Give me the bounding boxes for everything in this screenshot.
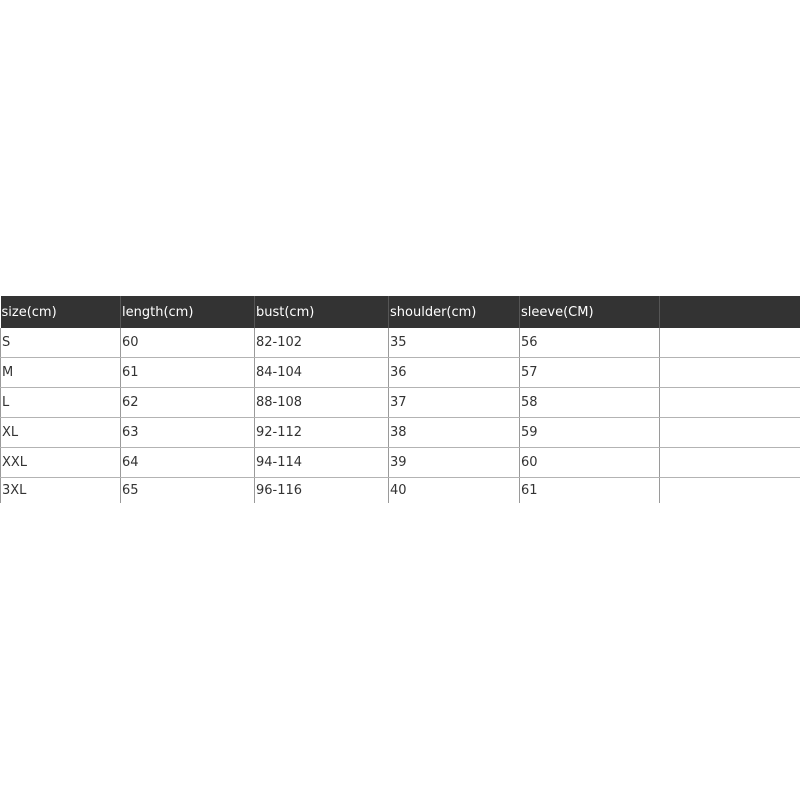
cell-size: L bbox=[1, 388, 121, 418]
cell-bust: 96-116 bbox=[255, 478, 389, 504]
table-row bbox=[1, 358, 800, 388]
cell-length: 60 bbox=[121, 328, 255, 358]
cell-empty bbox=[660, 328, 800, 358]
cell-bust: 94-114 bbox=[255, 448, 389, 478]
table-header bbox=[1, 296, 800, 328]
cell-size: S bbox=[1, 328, 121, 358]
cell-shoulder: 39 bbox=[389, 448, 520, 478]
cell-size: 3XL bbox=[1, 478, 121, 504]
cell-bust: 82-102 bbox=[255, 328, 389, 358]
cell-empty bbox=[660, 418, 800, 448]
table-row bbox=[1, 448, 800, 478]
table-row bbox=[1, 418, 800, 448]
header-length: length(cm) bbox=[121, 296, 255, 328]
header-empty bbox=[660, 296, 800, 328]
cell-length: 65 bbox=[121, 478, 255, 504]
header-shoulder: shoulder(cm) bbox=[389, 296, 520, 328]
cell-sleeve: 57 bbox=[520, 358, 660, 388]
cell-sleeve: 61 bbox=[520, 478, 660, 504]
cell-size: XL bbox=[1, 418, 121, 448]
header-size: size(cm) bbox=[1, 296, 121, 328]
cell-shoulder: 40 bbox=[389, 478, 520, 504]
cell-length: 63 bbox=[121, 418, 255, 448]
cell-empty bbox=[660, 388, 800, 418]
cell-shoulder: 35 bbox=[389, 328, 520, 358]
cell-shoulder: 37 bbox=[389, 388, 520, 418]
cell-size: M bbox=[1, 358, 121, 388]
cell-sleeve: 58 bbox=[520, 388, 660, 418]
cell-sleeve: 60 bbox=[520, 448, 660, 478]
table-body bbox=[1, 328, 800, 503]
size-chart-table bbox=[0, 296, 800, 503]
table-row bbox=[1, 388, 800, 418]
cell-length: 64 bbox=[121, 448, 255, 478]
cell-bust: 92-112 bbox=[255, 418, 389, 448]
cell-size: XXL bbox=[1, 448, 121, 478]
cell-length: 62 bbox=[121, 388, 255, 418]
table-row bbox=[1, 328, 800, 358]
cell-bust: 88-108 bbox=[255, 388, 389, 418]
cell-empty bbox=[660, 358, 800, 388]
cell-length: 61 bbox=[121, 358, 255, 388]
header-sleeve: sleeve(CM) bbox=[520, 296, 660, 328]
cell-sleeve: 56 bbox=[520, 328, 660, 358]
header-bust: bust(cm) bbox=[255, 296, 389, 328]
cell-shoulder: 38 bbox=[389, 418, 520, 448]
cell-sleeve: 59 bbox=[520, 418, 660, 448]
cell-bust: 84-104 bbox=[255, 358, 389, 388]
cell-empty bbox=[660, 448, 800, 478]
table-row bbox=[1, 478, 800, 504]
header-row bbox=[1, 296, 800, 328]
cell-empty bbox=[660, 478, 800, 504]
cell-shoulder: 36 bbox=[389, 358, 520, 388]
